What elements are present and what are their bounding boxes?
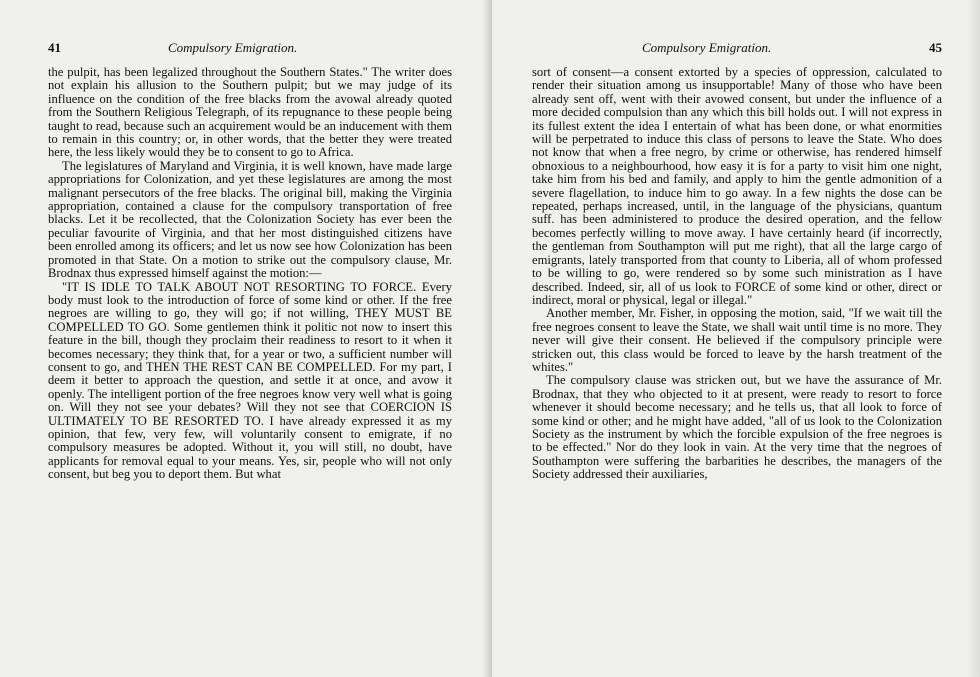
right-paragraph-1: sort of consent—a consent extorted by a species of oppression, calculated to render their situation among us insupportable! Many of those who have been already sent off, went with their avowed consent, but under the influence of a more decided compulsion than any which this bill holds out. I will not express in its fullest extent the idea I entertain of what has been done, or what enormities will be perpetrated to induce this class of persons to leave the State. Who does not know that when a free negro, by crime or otherwise, has rendered himself obnoxious to a neighbourhood, how easy it is for a party to visit him one night, take him from his bed and family, and apply to him the gentle admonition of a severe flagellation, to induce him to go away. In a few nights the dose can be repeated, perhaps increased, until, in the language of the physicians, quantum suff. has been administered to produce the desired operation, and the fellow becomes perfectly willing to move away. I have certainly heard (if incorrectly, the gentleman from Southampton will put me right), that all the large cargo of emigrants, lately transported from that county to Liberia, all of whom professed to be willing to go, were rendered so by some such ministration as I have described. Indeed, sir, all of us look to FORCE of some kind or other, direct or indirect, moral or physical, legal or illegal." xyxy=(532,65,942,307)
right-page-number: 45 xyxy=(929,40,942,55)
right-paragraph-2: Another member, Mr. Fisher, in opposing the motion, said, "If we wait till the free negroes consent to leave the State, we shall wait until time is no more. They never will give their consent. He believed if the compulsory principle were stricken out, this class would be forced to leave by the harsh treatment of the whites." xyxy=(532,306,942,374)
left-page-number: 41 xyxy=(48,40,61,55)
left-paragraph-2: The legislatures of Maryland and Virginia, it is well known, have made large appropriations for Colonization, and yet these legislatures are among the most malignant persecutors of the free blacks. The original bill, making the Virginia appropriation, contained a clause for the compulsory transportation of free blacks. Let it be recollected, that the Colonization Society has ever been the peculiar favourite of Virginia, and that her most distinguished citizens have been enrolled among its officers; and let us now see how Colonization has been promoted in that State. On a motion to strike out the compulsory clause, Mr. Brodnax thus expressed himself against the motion:— xyxy=(48,158,452,281)
right-page xyxy=(492,0,980,677)
left-running-head: Compulsory Emigration. xyxy=(168,40,298,55)
left-page-header xyxy=(48,40,452,60)
page-edge-shadow xyxy=(966,0,980,677)
right-page-header xyxy=(532,40,942,60)
right-running-head: Compulsory Emigration. xyxy=(642,40,772,55)
left-page-body xyxy=(48,66,452,482)
left-paragraph-1: the pulpit, has been legalized throughout the Southern States." The writer does not explain his allusion to the Southern pulpit; but we may judge of its influence on the condition of the free blacks from the avowal already quoted from the Southern Religious Telegraph, of its repugnance to these people being taught to read, because such an acquirement would be an inducement with them to remain in this country; or, in other words, that the better they were treated here, the less likely would they be to consent to go to Africa. xyxy=(48,65,452,160)
right-page-body xyxy=(532,66,942,482)
right-paragraph-3: The compulsory clause was stricken out, but we have the assurance of Mr. Brodnax, that they who objected to it at present, were ready to resort to force whenever it should become necessary; and he tells us, that all look to force of some kind or other; and he might have added, "all of us look to the Colonization Society as the instrument by which the forcible expulsion of the free negroes is to be effected." Nor do they look in vain. At the very time that the negroes of Southampton were suffering the barbarities he describes, the managers of the Society addressed their auxiliaries, xyxy=(532,373,942,482)
left-paragraph-3: "IT IS IDLE TO TALK ABOUT NOT RESORTING TO FORCE. Every body must look to the introduction of force of some kind or other. If the free negroes are willing to go, they will go; if not willing, THEY MUST BE COMPELLED TO GO. Some gentlemen think it politic not now to insert this feature in the bill, though they proclaim their readiness to resort to it when it becomes necessary; they think that, for a year or two, a sufficient number will consent to go, and THEN THE REST CAN BE COMPELLED. For my part, I deem it better to approach the question, and settle it at once, and avow it openly. The intelligent portion of the free negroes know very well what is going on. Will they not see your debates? Will they not see that COERCION IS ULTIMATELY TO BE RESORTED TO. I have already expressed it as my opinion, that few, very few, will voluntarily consent to emigrate, if no compulsory measures be adopted. Without it, you will still, no doubt, have applicants for removal equal to your means. Yes, sir, people who will not only consent, but beg you to deport them. But what xyxy=(48,279,452,482)
